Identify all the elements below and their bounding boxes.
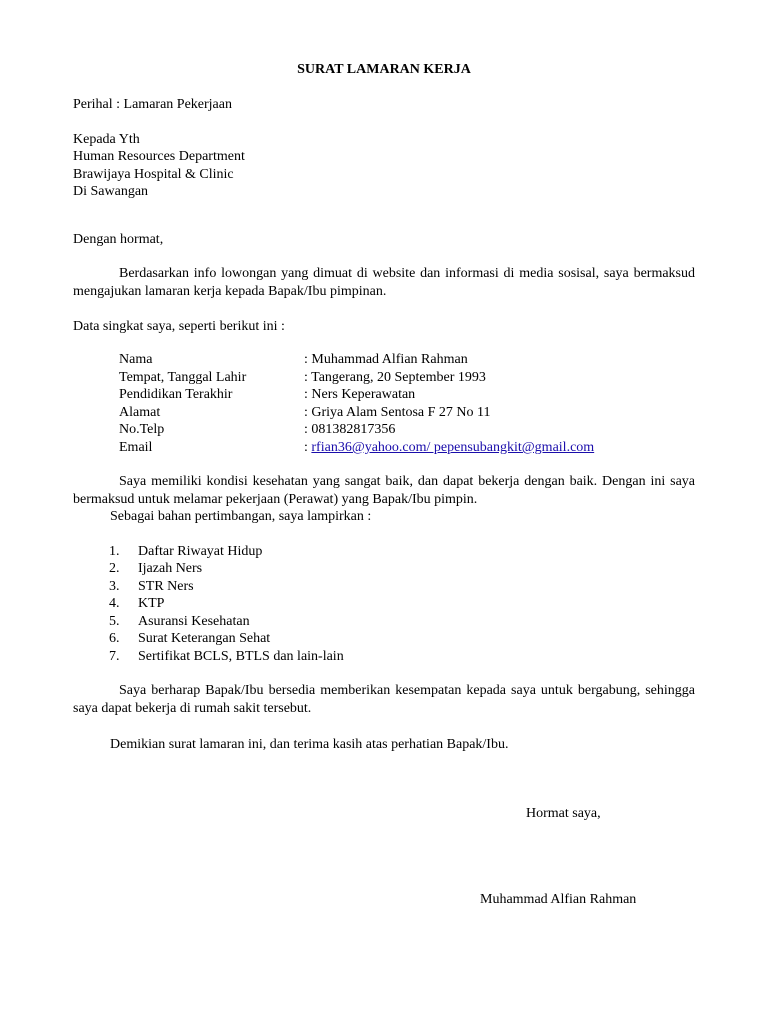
data-value-nama: : Muhammad Alfian Rahman [304,352,468,367]
data-label-email: Email [119,440,153,455]
health-paragraph: Saya memiliki kondisi kesehatan yang sangat baik, dan dapat bekerja dengan baik. Dengan ini saya bermaksud untuk melamar pekerjaan (Perawat) yang Bapak/Ibu pimpin. [73,474,695,507]
attachment-item: KTP [138,596,165,611]
signoff: Hormat saya, [526,806,601,821]
attachment-num: 3. [109,579,120,594]
data-intro: Data singkat saya, seperti berikut ini : [73,319,285,334]
recipient-line-2: Human Resources Department [73,149,245,164]
email-link[interactable]: rfian36@yahoo.com/ pepensubangkit@gmail.com [311,440,595,455]
attachment-num: 1. [109,544,120,559]
data-label-telp: No.Telp [119,422,165,437]
data-label-pendidikan: Pendidikan Terakhir [119,387,233,402]
attachment-num: 4. [109,596,120,611]
hope-paragraph: Saya berharap Bapak/Ibu bersedia memberikan kesempatan kepada saya untuk bergabung, sehingga saya dapat bekerja di rumah sakit tersebut. [73,683,695,716]
data-value-email [304,439,594,456]
attachment-item: Asuransi Kesehatan [138,614,250,629]
attachment-num: 7. [109,649,120,664]
attachment-num: 2. [109,561,120,576]
attachment-num: 6. [109,631,120,646]
data-value-ttl: : Tangerang, 20 September 1993 [304,370,486,385]
recipient-line-4: Di Sawangan [73,184,149,199]
data-value-telp: : 081382817356 [304,422,396,437]
attachment-item: Daftar Riwayat Hidup [138,544,263,559]
data-label-ttl: Tempat, Tanggal Lahir [119,370,247,385]
attachment-item: Sertifikat BCLS, BTLS dan lain-lain [138,649,344,664]
letter-title: SURAT LAMARAN KERJA [297,62,471,77]
data-value-alamat: : Griya Alam Sentosa F 27 No 11 [304,405,491,420]
greeting: Dengan hormat, [73,232,164,247]
email-colon: : [304,440,308,455]
attachment-item: STR Ners [138,579,194,594]
attachment-num: 5. [109,614,120,629]
attachment-item: Ijazah Ners [138,561,203,576]
data-value-pendidikan: : Ners Keperawatan [304,387,416,402]
recipient-line-3: Brawijaya Hospital & Clinic [73,167,234,182]
signature-name: Muhammad Alfian Rahman [480,892,637,907]
recipient-line-1: Kepada Yth [73,132,140,147]
attachment-item: Surat Keterangan Sehat [138,631,271,646]
closing-paragraph: Demikian surat lamaran ini, dan terima kasih atas perhatian Bapak/Ibu. [110,737,509,752]
subject-line: Perihal : Lamaran Pekerjaan [73,97,232,112]
data-label-alamat: Alamat [119,405,161,420]
intro-paragraph: Berdasarkan info lowongan yang dimuat di website dan informasi di media sosisal, saya bermaksud mengajukan lamaran kerja kepada Bapak/Ibu pimpinan. [73,266,695,299]
attachments-intro: Sebagai bahan pertimbangan, saya lampirkan : [110,509,372,524]
data-label-nama: Nama [119,352,153,367]
